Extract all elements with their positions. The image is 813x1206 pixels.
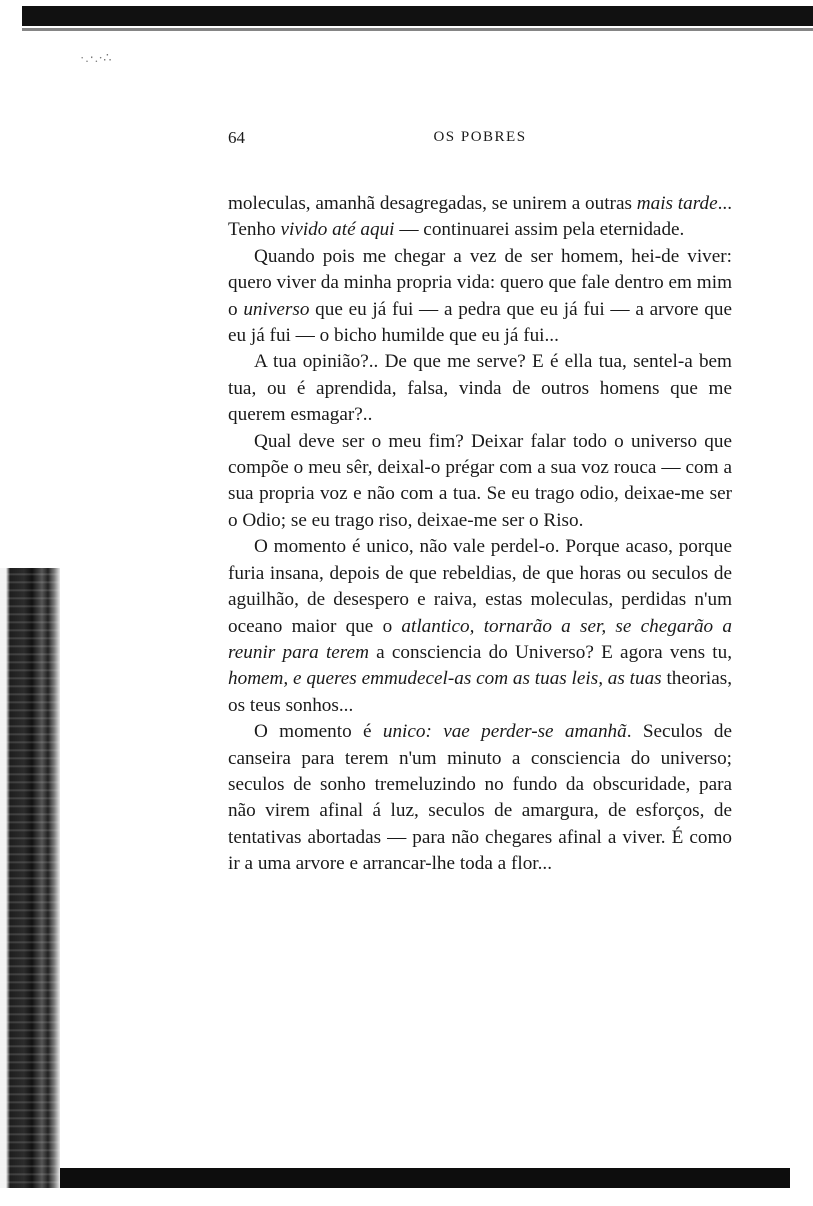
text-run: . Seculos de canseira para terem n'um minuto a consciencia do universo; seculos de sonho tremeluzindo no fundo da obscuridade, para não virem afinal á luz, seculos de amargura, de esforços, de tentativas abortadas — para não chegares afinal a viver. É como ir a uma arvore e arrancar-lhe toda a flor... [228,721,732,875]
paragraph [228,534,732,719]
text-run: a consciencia do Universo? E agora vens tu, [368,641,733,663]
text-run: que eu já fui — a pedra que eu já fui — a arvore que eu já fui — o bicho humilde que eu já fui... [228,298,733,347]
italic-text: mais tarde [636,193,718,214]
page-number: 64 [228,128,245,147]
scan-top-edge [22,6,813,26]
italic-text: unico: vae perder-se amanhã [382,721,627,743]
scan-top-edge-line [22,28,813,31]
paragraph [228,349,732,428]
paragraph [228,429,732,535]
paragraph [228,191,732,244]
text-run: moleculas, amanhã desagregadas, se unirem a outras [228,193,637,214]
italic-text: vivido até aqui [280,219,395,241]
book-binding-shadow [0,568,60,1188]
page-header [228,128,732,154]
text-run: O momento é unico, não vale perdel-o. Porque acaso, porque furia insana, depois de que rebeldias, de que horas ou seculos de aguilhão, de desespero e raiva, estas moleculas, perdidas n'um oceano maior que o [228,536,732,637]
text-run: ... Tenho [228,193,732,241]
running-head: OS POBRES [433,129,527,145]
scan-smudge: ·.‧.∙∴ [80,50,113,65]
text-run: theorias, os teus sonhos... [228,668,732,716]
paragraph [228,244,732,350]
body-text [228,191,732,878]
italic-text: atlantico, tornarão a ser, se chegarão a reunir para terem [228,615,732,663]
text-run: Quando pois me chegar a vez de ser homem, hei-de viver: quero viver da minha propria vida: quero que fale dentro em mim o [228,245,732,320]
scan-bottom-edge [60,1168,790,1188]
text-run: Qual deve ser o meu fim? Deixar falar todo o universo que compõe o meu sêr, deixal-o prégar com a sua voz rouca — com a sua propria voz e não com a tua. Se eu trago odio, deixae-me ser o Odio; se eu trago riso, deixae-me ser o Riso. [228,430,732,531]
text-run: A tua opinião?.. De que me serve? E é ella tua, sentel-a bem tua, ou é aprendida, falsa, vinda de outros homens que me querem esmagar?.. [228,351,732,426]
text-run: O momento é [254,721,383,743]
paragraph [228,719,732,877]
text-run: — continuarei assim pela eternidade. [394,219,685,241]
italic-text: universo [243,298,310,320]
italic-text: homem, e queres emmudecel-as com as tuas leis, as tuas [228,668,662,690]
